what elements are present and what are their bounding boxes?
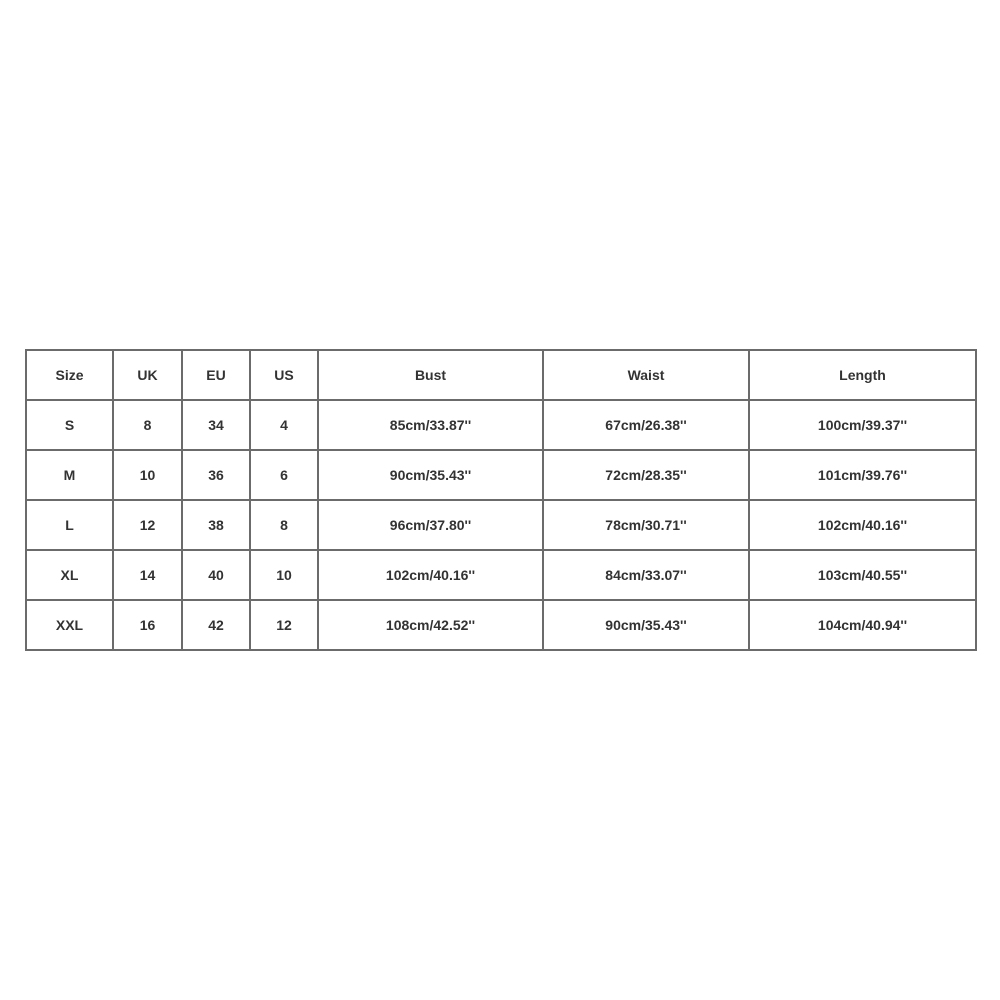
cell-size: XL [26, 550, 113, 600]
cell-waist: 84cm/33.07'' [543, 550, 749, 600]
cell-uk: 8 [113, 400, 182, 450]
cell-us: 12 [250, 600, 318, 650]
cell-uk: 12 [113, 500, 182, 550]
header-row [26, 350, 976, 400]
cell-eu: 38 [182, 500, 250, 550]
header-length: Length [749, 350, 976, 400]
cell-bust: 90cm/35.43'' [318, 450, 543, 500]
cell-size: S [26, 400, 113, 450]
cell-eu: 42 [182, 600, 250, 650]
table-row [26, 600, 976, 650]
cell-bust: 102cm/40.16'' [318, 550, 543, 600]
table-row [26, 500, 976, 550]
header-uk: UK [113, 350, 182, 400]
header-us: US [250, 350, 318, 400]
cell-waist: 67cm/26.38'' [543, 400, 749, 450]
cell-us: 10 [250, 550, 318, 600]
cell-eu: 34 [182, 400, 250, 450]
cell-waist: 72cm/28.35'' [543, 450, 749, 500]
cell-waist: 90cm/35.43'' [543, 600, 749, 650]
cell-bust: 85cm/33.87'' [318, 400, 543, 450]
header-waist: Waist [543, 350, 749, 400]
cell-length: 102cm/40.16'' [749, 500, 976, 550]
cell-length: 103cm/40.55'' [749, 550, 976, 600]
cell-length: 101cm/39.76'' [749, 450, 976, 500]
cell-us: 6 [250, 450, 318, 500]
cell-eu: 40 [182, 550, 250, 600]
size-chart-table [25, 349, 977, 651]
cell-length: 100cm/39.37'' [749, 400, 976, 450]
cell-us: 4 [250, 400, 318, 450]
cell-size: L [26, 500, 113, 550]
cell-bust: 108cm/42.52'' [318, 600, 543, 650]
cell-waist: 78cm/30.71'' [543, 500, 749, 550]
table-row [26, 400, 976, 450]
cell-size: XXL [26, 600, 113, 650]
cell-length: 104cm/40.94'' [749, 600, 976, 650]
header-size: Size [26, 350, 113, 400]
table-row [26, 450, 976, 500]
cell-uk: 14 [113, 550, 182, 600]
cell-uk: 10 [113, 450, 182, 500]
header-eu: EU [182, 350, 250, 400]
cell-eu: 36 [182, 450, 250, 500]
header-bust: Bust [318, 350, 543, 400]
table-row [26, 550, 976, 600]
cell-size: M [26, 450, 113, 500]
cell-uk: 16 [113, 600, 182, 650]
cell-us: 8 [250, 500, 318, 550]
cell-bust: 96cm/37.80'' [318, 500, 543, 550]
